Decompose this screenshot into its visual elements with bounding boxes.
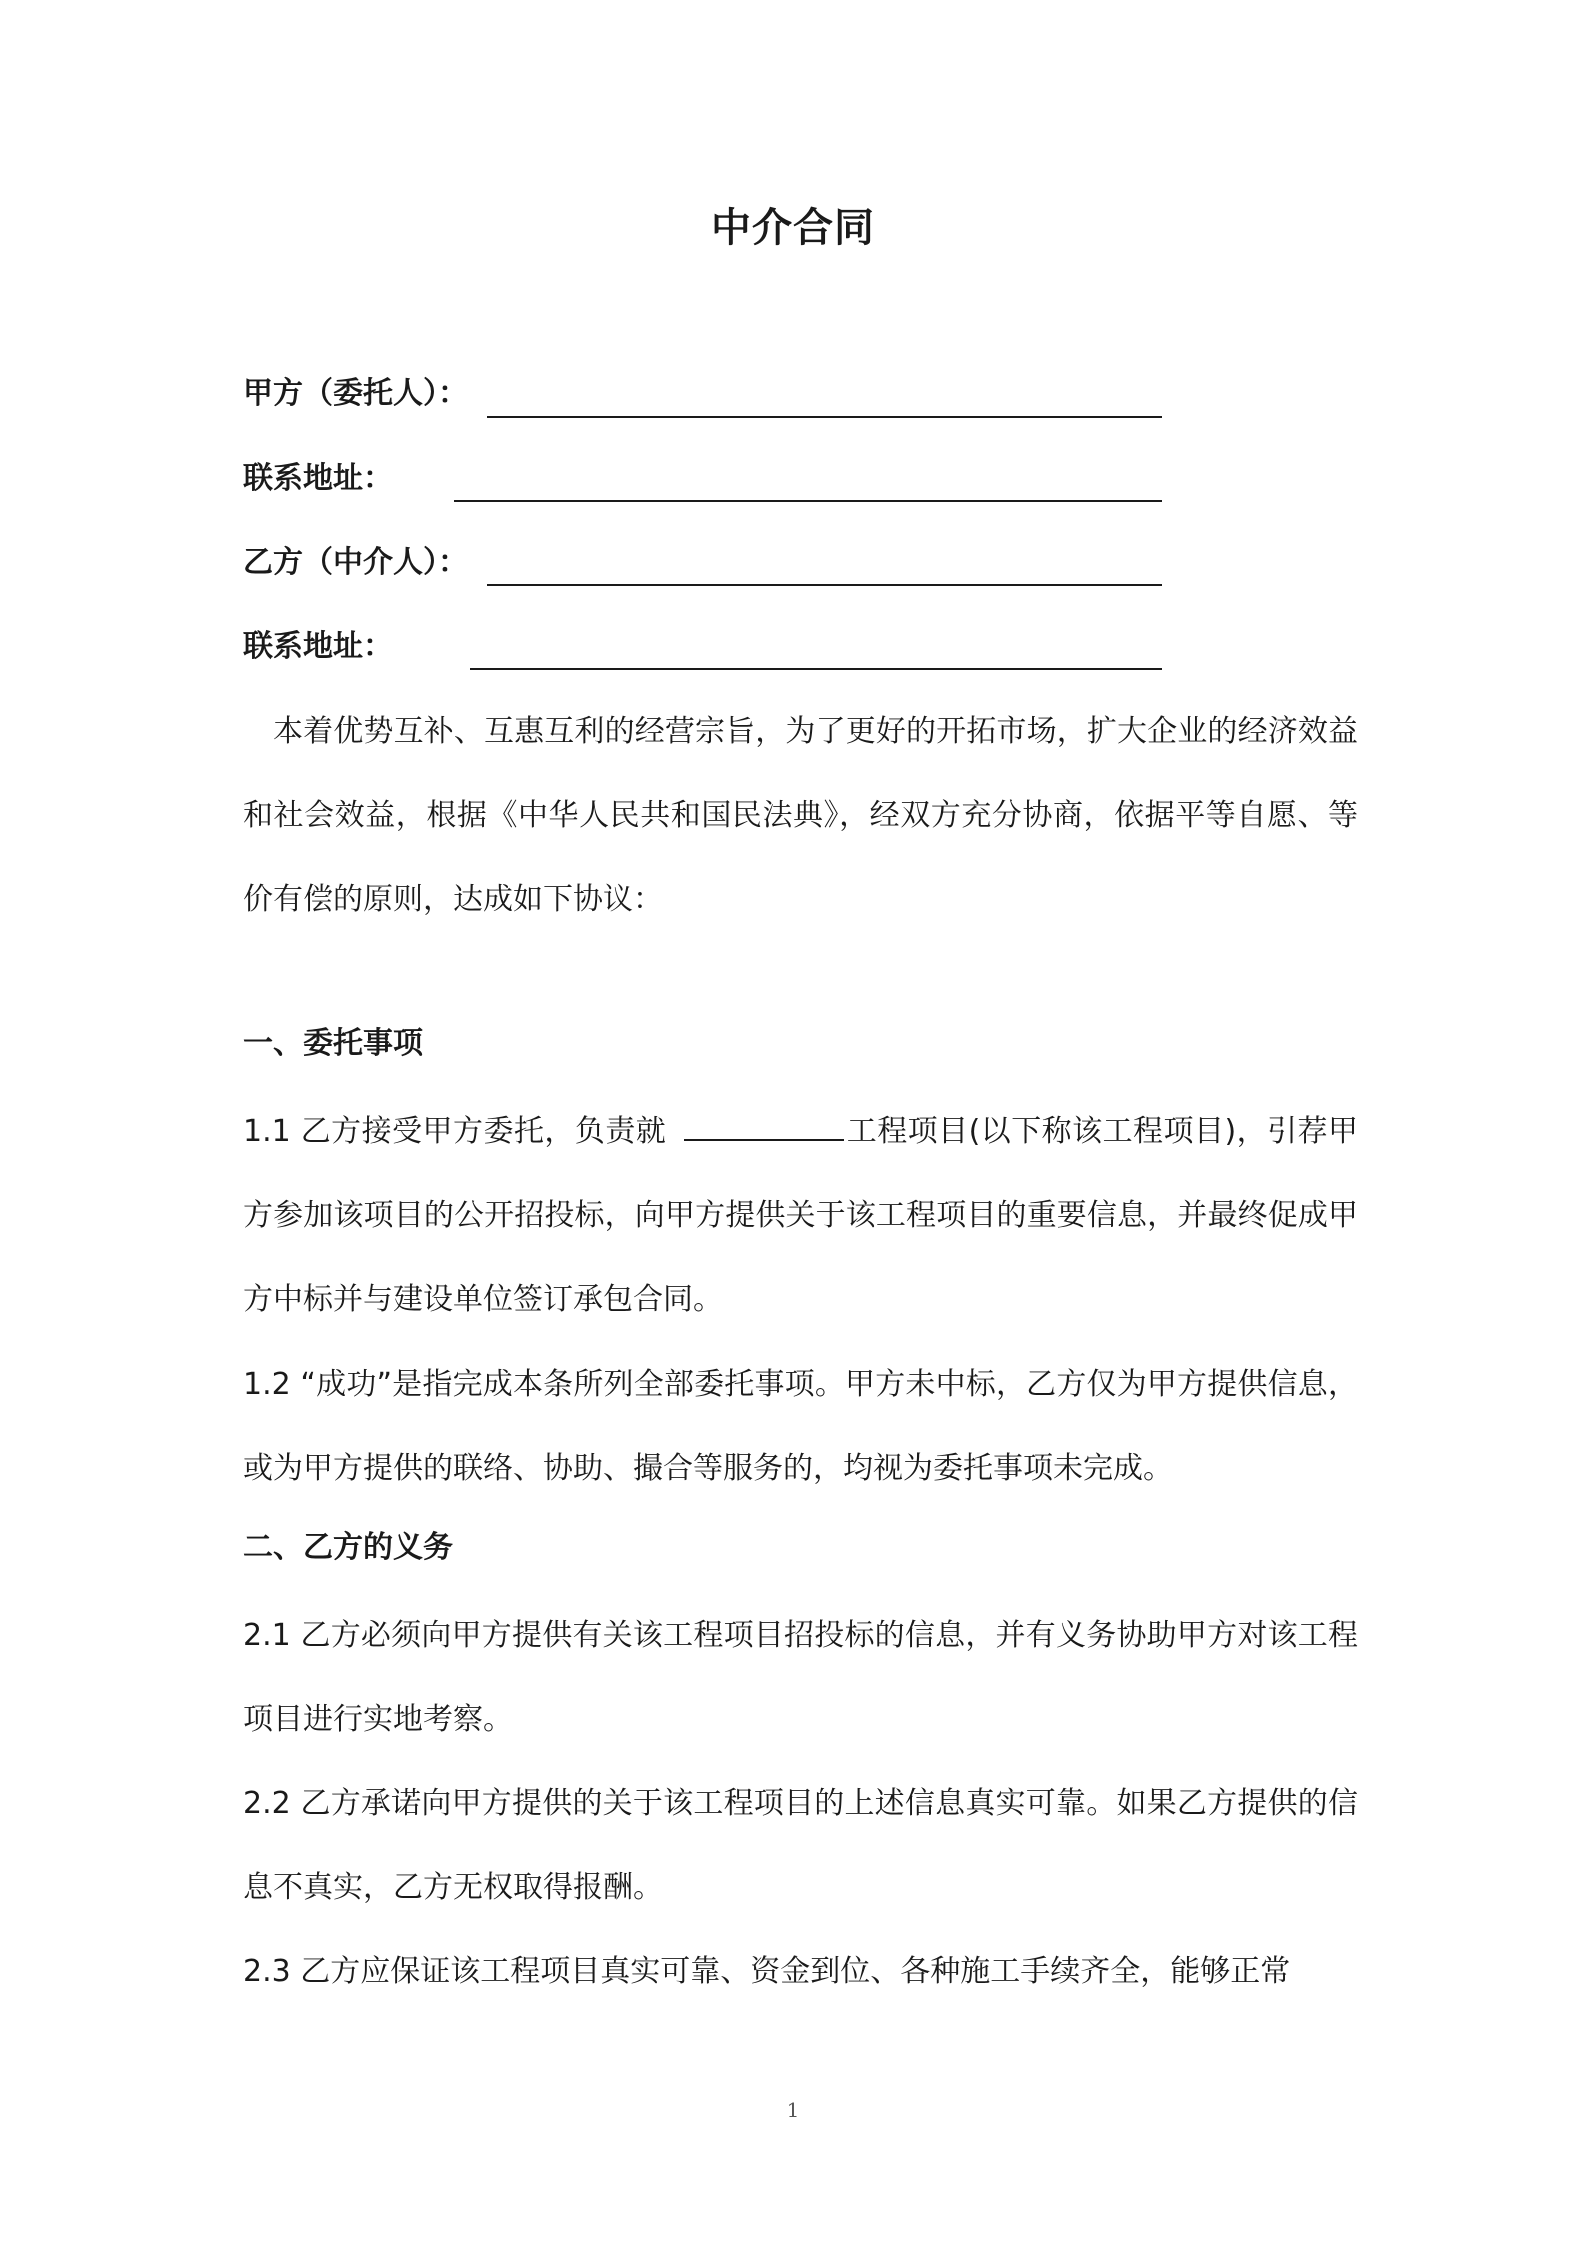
- project-name-blank: [684, 1109, 844, 1141]
- clause-1-1: [243, 1090, 1358, 1342]
- preamble-paragraph: 本着优势互补、互惠互利的经营宗旨，为了更好的开拓市场，扩大企业的经济效益和社会效益，根据《中华人民共和国民法典》，经双方充分协商，依据平等自愿、等价有偿的原则，达成如下协议：: [243, 714, 1358, 917]
- section-2-heading: 二、乙方的义务: [243, 1530, 453, 1565]
- party-a-address-label: 联系地址：: [243, 461, 393, 496]
- clause-2-3: 2.3 乙方应保证该工程项目真实可靠、资金到位、各种施工手续齐全，能够正常: [243, 1954, 1291, 1989]
- page-number: 1: [786, 2098, 800, 2122]
- party-a-label: 甲方（委托人）：: [243, 376, 468, 411]
- clause-1-1-text-after: 工程项目(以下称该工程项目)，引荐甲方参加该项目的公开招投标，向甲方提供关于该工程项目的重要信息，并最终促成甲方中标并与建设单位签订承包合同。: [243, 1114, 1358, 1317]
- party-b-address-label: 联系地址：: [243, 629, 393, 664]
- clause-2-1: 2.1 乙方必须向甲方提供有关该工程项目招投标的信息，并有义务协助甲方对该工程项目进行实地考察。: [243, 1618, 1358, 1737]
- document-title: 中介合同: [711, 205, 875, 251]
- party-b-label: 乙方（中介人）：: [243, 545, 468, 580]
- party-a-blank-line: [487, 416, 1162, 418]
- section-1-heading: 一、委托事项: [243, 1026, 423, 1061]
- clause-2-2: 2.2 乙方承诺向甲方提供的关于该工程项目的上述信息真实可靠。如果乙方提供的信息不真实，乙方无权取得报酬。: [243, 1786, 1358, 1905]
- party-a-address-blank-line: [454, 500, 1162, 502]
- party-b-address-blank-line: [470, 668, 1162, 670]
- clause-1-1-text-before: 1.1 乙方接受甲方委托，负责就: [243, 1114, 667, 1149]
- clause-1-2: 1.2 “成功”是指完成本条所列全部委托事项。甲方未中标，乙方仅为甲方提供信息，或为甲方提供的联络、协助、撮合等服务的，均视为委托事项未完成。: [243, 1367, 1358, 1486]
- party-b-blank-line: [487, 584, 1162, 586]
